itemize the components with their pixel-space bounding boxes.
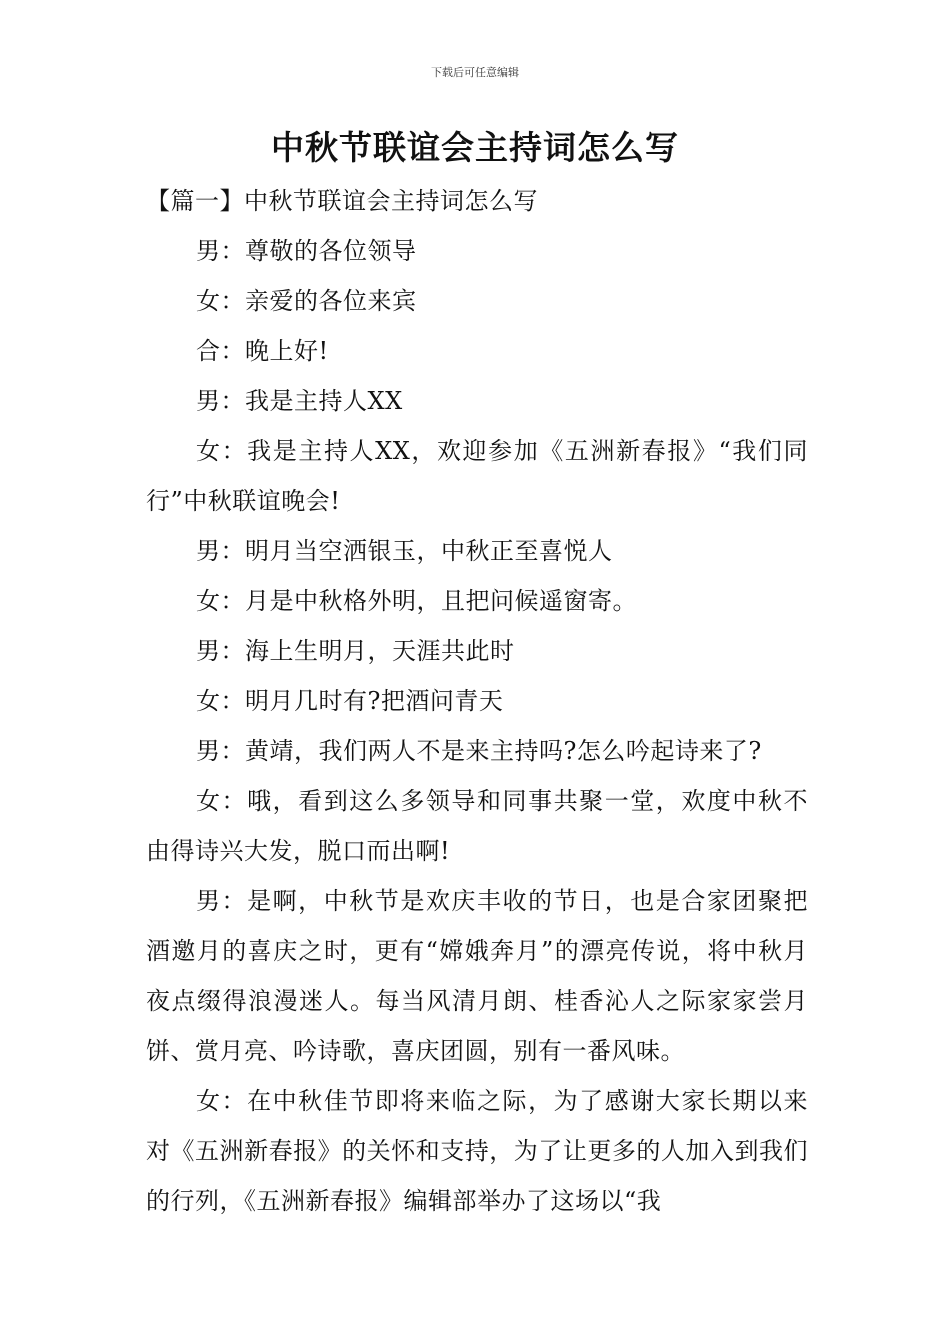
section-heading: 【篇一】中秋节联谊会主持词怎么写 <box>146 187 538 215</box>
paragraph: 女：月是中秋格外明，且把问候遥窗寄。 <box>196 587 637 615</box>
paragraph: 女：亲爱的各位来宾 <box>196 287 417 315</box>
paragraph: 男：我是主持人XX <box>196 387 403 415</box>
paragraph: 女：明月几时有?把酒问青天 <box>196 687 504 715</box>
header-note: 下载后可任意编辑 <box>431 66 519 79</box>
paragraph: 合：晚上好! <box>196 337 329 365</box>
paragraph: 男：海上生明月，天涯共此时 <box>196 637 515 665</box>
paragraph: 女：在中秋佳节即将来临之际，为了感谢大家长期以来对《五洲新春报》的关怀和支持，为了让更多的人加入到我们的行列，《五洲新春报》编辑部举办了这场以“我 <box>146 1087 808 1215</box>
document-body <box>146 176 808 1226</box>
paragraph: 男：明月当空洒银玉，中秋正至喜悦人 <box>196 537 613 565</box>
document-title: 中秋节联谊会主持词怎么写 <box>271 128 679 167</box>
paragraph: 男：尊敬的各位领导 <box>196 237 417 265</box>
paragraph: 女：哦，看到这么多领导和同事共聚一堂，欢度中秋不由得诗兴大发，脱口而出啊! <box>146 787 808 865</box>
paragraph: 男：黄靖，我们两人不是来主持吗?怎么吟起诗来了? <box>196 737 762 765</box>
paragraph: 男：是啊，中秋节是欢庆丰收的节日，也是合家团聚把酒邀月的喜庆之时，更有“嫦娥奔月”的漂亮传说，将中秋月夜点缀得浪漫迷人。每当风清月朗、桂香沁人之际家家尝月饼、赏月亮、吟诗歌，喜庆团圆，别有一番风味。 <box>146 887 808 1065</box>
paragraph: 女：我是主持人XX，欢迎参加《五洲新春报》“我们同行”中秋联谊晚会! <box>146 437 808 515</box>
